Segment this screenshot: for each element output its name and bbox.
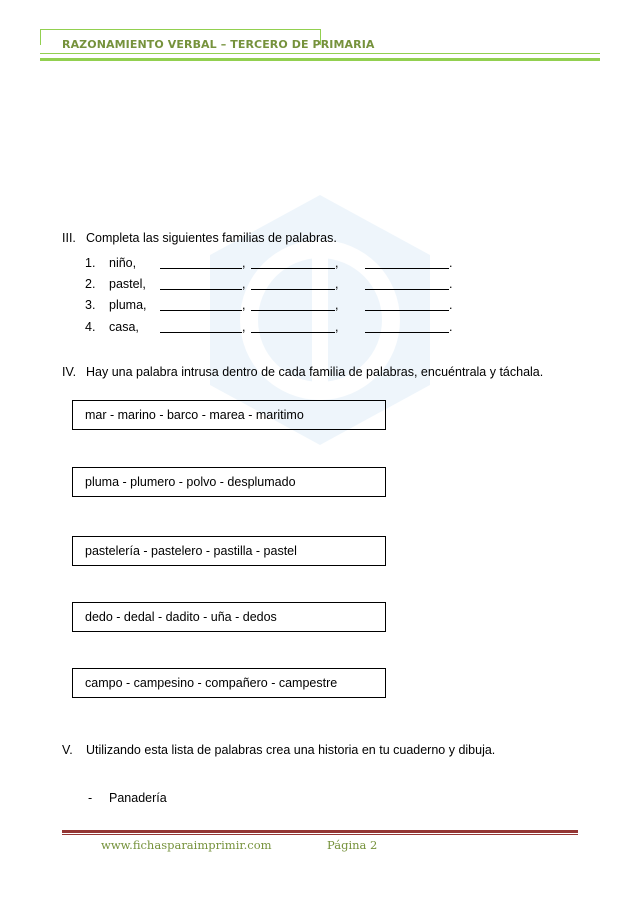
- answer-blank[interactable]: [251, 320, 335, 333]
- footer-rule-thick: [62, 830, 578, 833]
- word-family-box-2[interactable]: pluma - plumero - polvo - desplumado: [72, 467, 386, 497]
- item-number: 4.: [85, 320, 96, 334]
- answer-blank[interactable]: [365, 298, 449, 311]
- section-5-heading: [62, 743, 582, 759]
- answer-blank[interactable]: [160, 320, 242, 333]
- period: .: [449, 277, 453, 291]
- comma: ,: [242, 277, 246, 291]
- header-top-rule: [40, 29, 320, 30]
- item-number: 3.: [85, 298, 96, 312]
- answer-blank[interactable]: [251, 256, 335, 269]
- list-bullet: -: [88, 791, 93, 805]
- family-row-3: [85, 298, 465, 314]
- section-4-instruction: Hay una palabra intrusa dentro de cada familia de palabras, encuéntrala y táchala.: [86, 365, 544, 379]
- comma: ,: [335, 256, 339, 270]
- footer-url[interactable]: www.fichasparaimprimir.com: [101, 838, 272, 852]
- item-number: 2.: [85, 277, 96, 291]
- item-word: pluma,: [109, 298, 147, 312]
- list-item-text: Panadería: [109, 791, 167, 805]
- word-family-box-5[interactable]: campo - campesino - compañero - campestre: [72, 668, 386, 698]
- word-family-box-3[interactable]: pastelería - pastelero - pastilla - pastel: [72, 536, 386, 566]
- comma: ,: [242, 298, 246, 312]
- answer-blank[interactable]: [365, 256, 449, 269]
- comma: ,: [242, 320, 246, 334]
- period: .: [449, 256, 453, 270]
- item-word: casa,: [109, 320, 139, 334]
- section-3-number: III.: [62, 231, 76, 245]
- section-5-instruction: Utilizando esta lista de palabras crea una historia en tu cuaderno y dibuja.: [86, 743, 496, 757]
- item-word: pastel,: [109, 277, 146, 291]
- period: .: [449, 298, 453, 312]
- header-underline-thick: [40, 58, 600, 61]
- answer-blank[interactable]: [251, 298, 335, 311]
- answer-blank[interactable]: [160, 256, 242, 269]
- section-3-instruction: Completa las siguientes familias de palabras.: [86, 231, 337, 245]
- word-family-box-1[interactable]: mar - marino - barco - marea - maritimo: [72, 400, 386, 430]
- section-4-heading: [62, 365, 582, 381]
- item-word: niño,: [109, 256, 137, 270]
- answer-blank[interactable]: [160, 298, 242, 311]
- word-family-box-4[interactable]: dedo - dedal - dadito - uña - dedos: [72, 602, 386, 632]
- section-5-number: V.: [62, 743, 73, 757]
- period: .: [449, 320, 453, 334]
- comma: ,: [335, 277, 339, 291]
- answer-blank[interactable]: [365, 277, 449, 290]
- family-row-4: [85, 320, 465, 336]
- list-item: [88, 791, 288, 807]
- answer-blank[interactable]: [251, 277, 335, 290]
- comma: ,: [335, 320, 339, 334]
- footer-page-number: Página 2: [327, 838, 378, 852]
- section-3-heading: [62, 231, 582, 247]
- answer-blank[interactable]: [160, 277, 242, 290]
- comma: ,: [242, 256, 246, 270]
- section-4-number: IV.: [62, 365, 77, 379]
- item-number: 1.: [85, 256, 96, 270]
- comma: ,: [335, 298, 339, 312]
- family-row-2: [85, 277, 465, 293]
- header-left-rule: [40, 29, 41, 45]
- header-title: RAZONAMIENTO VERBAL – TERCERO DE PRIMARIA: [62, 38, 375, 51]
- header-underline: [40, 53, 600, 54]
- answer-blank[interactable]: [365, 320, 449, 333]
- footer-rule-thin: [62, 834, 578, 835]
- family-row-1: [85, 256, 465, 272]
